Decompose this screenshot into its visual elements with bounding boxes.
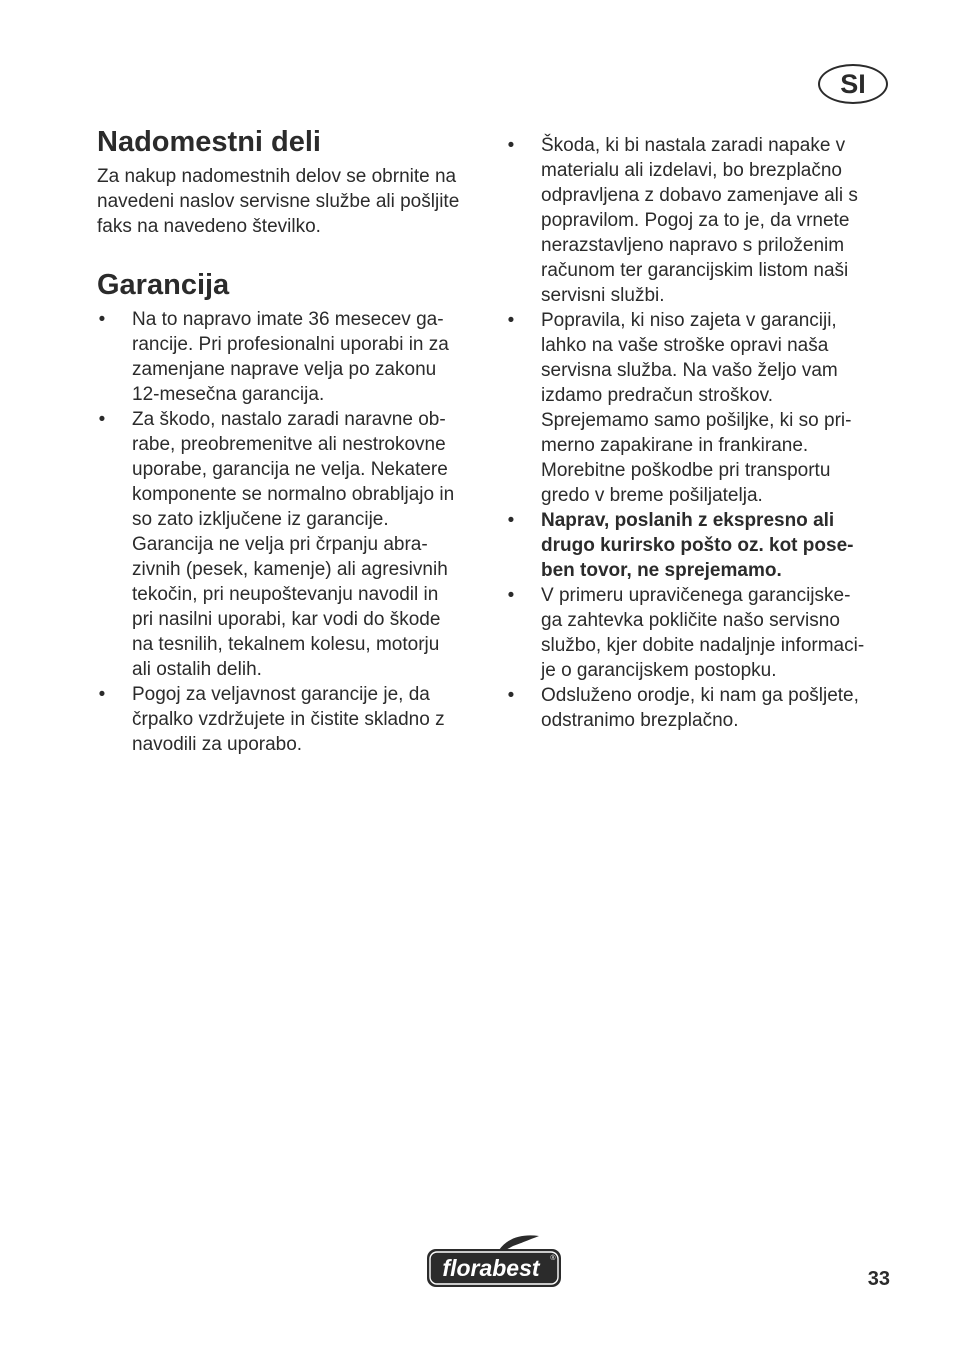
leaf-icon [425,1234,563,1290]
left-column [97,120,485,757]
language-badge: SI [818,64,888,104]
list-item: • Pogoj za veljavnost garancije je, da črpalko vzdržujete in čistite skladno z navodili za uporabo. [98,684,445,755]
spare-parts-paragraph: Za nakup nadomestnih delov se obrnite na navedeni naslov servisne službe ali pošljite faks na navedeno številko. [97,166,460,237]
list-item: • Odsluženo orodje, ki nam ga pošljete, odstranimo brezplačno. [507,685,859,731]
section-title-warranty: Garancija [97,269,230,301]
list-item: • Na to napravo imate 36 mesecev ga- rancije. Pri profesionalni uporabi in za zamenjane naprave velja po zakonu 12-mesečna garancija. [98,309,449,405]
bullet-icon: • [507,510,515,531]
bullet-icon: • [507,585,515,606]
section-title-spare-parts: Nadomestni deli [97,126,321,158]
bullet-icon: • [98,309,106,330]
florabest-logo [425,1234,563,1290]
bullet-icon: • [98,684,106,705]
list-item: • V primeru upravičenega garancijske- ga zahtevka pokličite našo servisno službo, kjer dobite nadaljnje informaci- je o garancijskem postopku. [507,585,865,681]
list-item: • Naprav, poslanih z ekspresno ali drugo kurirsko pošto oz. kot pose- ben tovor, ne sprejemamo. [507,510,854,581]
page-number: 33 [867,1268,890,1290]
right-column [506,133,898,733]
warranty-list-left [97,307,485,757]
list-item: • Za škodo, nastalo zaradi naravne ob- rabe, preobremenitve ali nestrokovne uporabe, garancija ne velja. Nekatere komponente se normalno obrabljajo in so zato izključene iz garancije. Garancija ne velja pri črpanju abra- zivnih (pesek, kamenje) ali agresivnih tekočin, pri neupoštevanju navodil in pri nasilni uporabi, kar vodi do škode na tesnilih, tekalnem kolesu, motorju ali ostalih delih. [98,409,455,680]
list-item: • Popravila, ki niso zajeta v garanciji, lahko na vaše stroške opravi naša servisna služba. Na vašo željo vam izdamo predračun stroškov. Sprejemamo samo pošiljke, ki so pri- merno zapakirane in frankirane. Morebitne poškodbe pri transportu gredo v breme pošiljatelja. [507,310,852,506]
warranty-list-right [506,133,898,733]
logo-wordmark: florabest [442,1255,540,1281]
list-item: • Škoda, ki bi nastala zaradi napake v materialu ali izdelavi, bo brezplačno odpravljena z dobavo zamenjave ali s popravilom. Pogoj za to je, da vrnete nerazstavljeno napravo s priloženim računom ter garancijskim listom naši servisni službi. [507,135,858,306]
bullet-icon: • [507,685,515,706]
bullet-icon: • [507,135,515,156]
bullet-icon: • [98,409,106,430]
registered-mark: ® [550,1255,556,1262]
bullet-icon: • [507,310,515,331]
